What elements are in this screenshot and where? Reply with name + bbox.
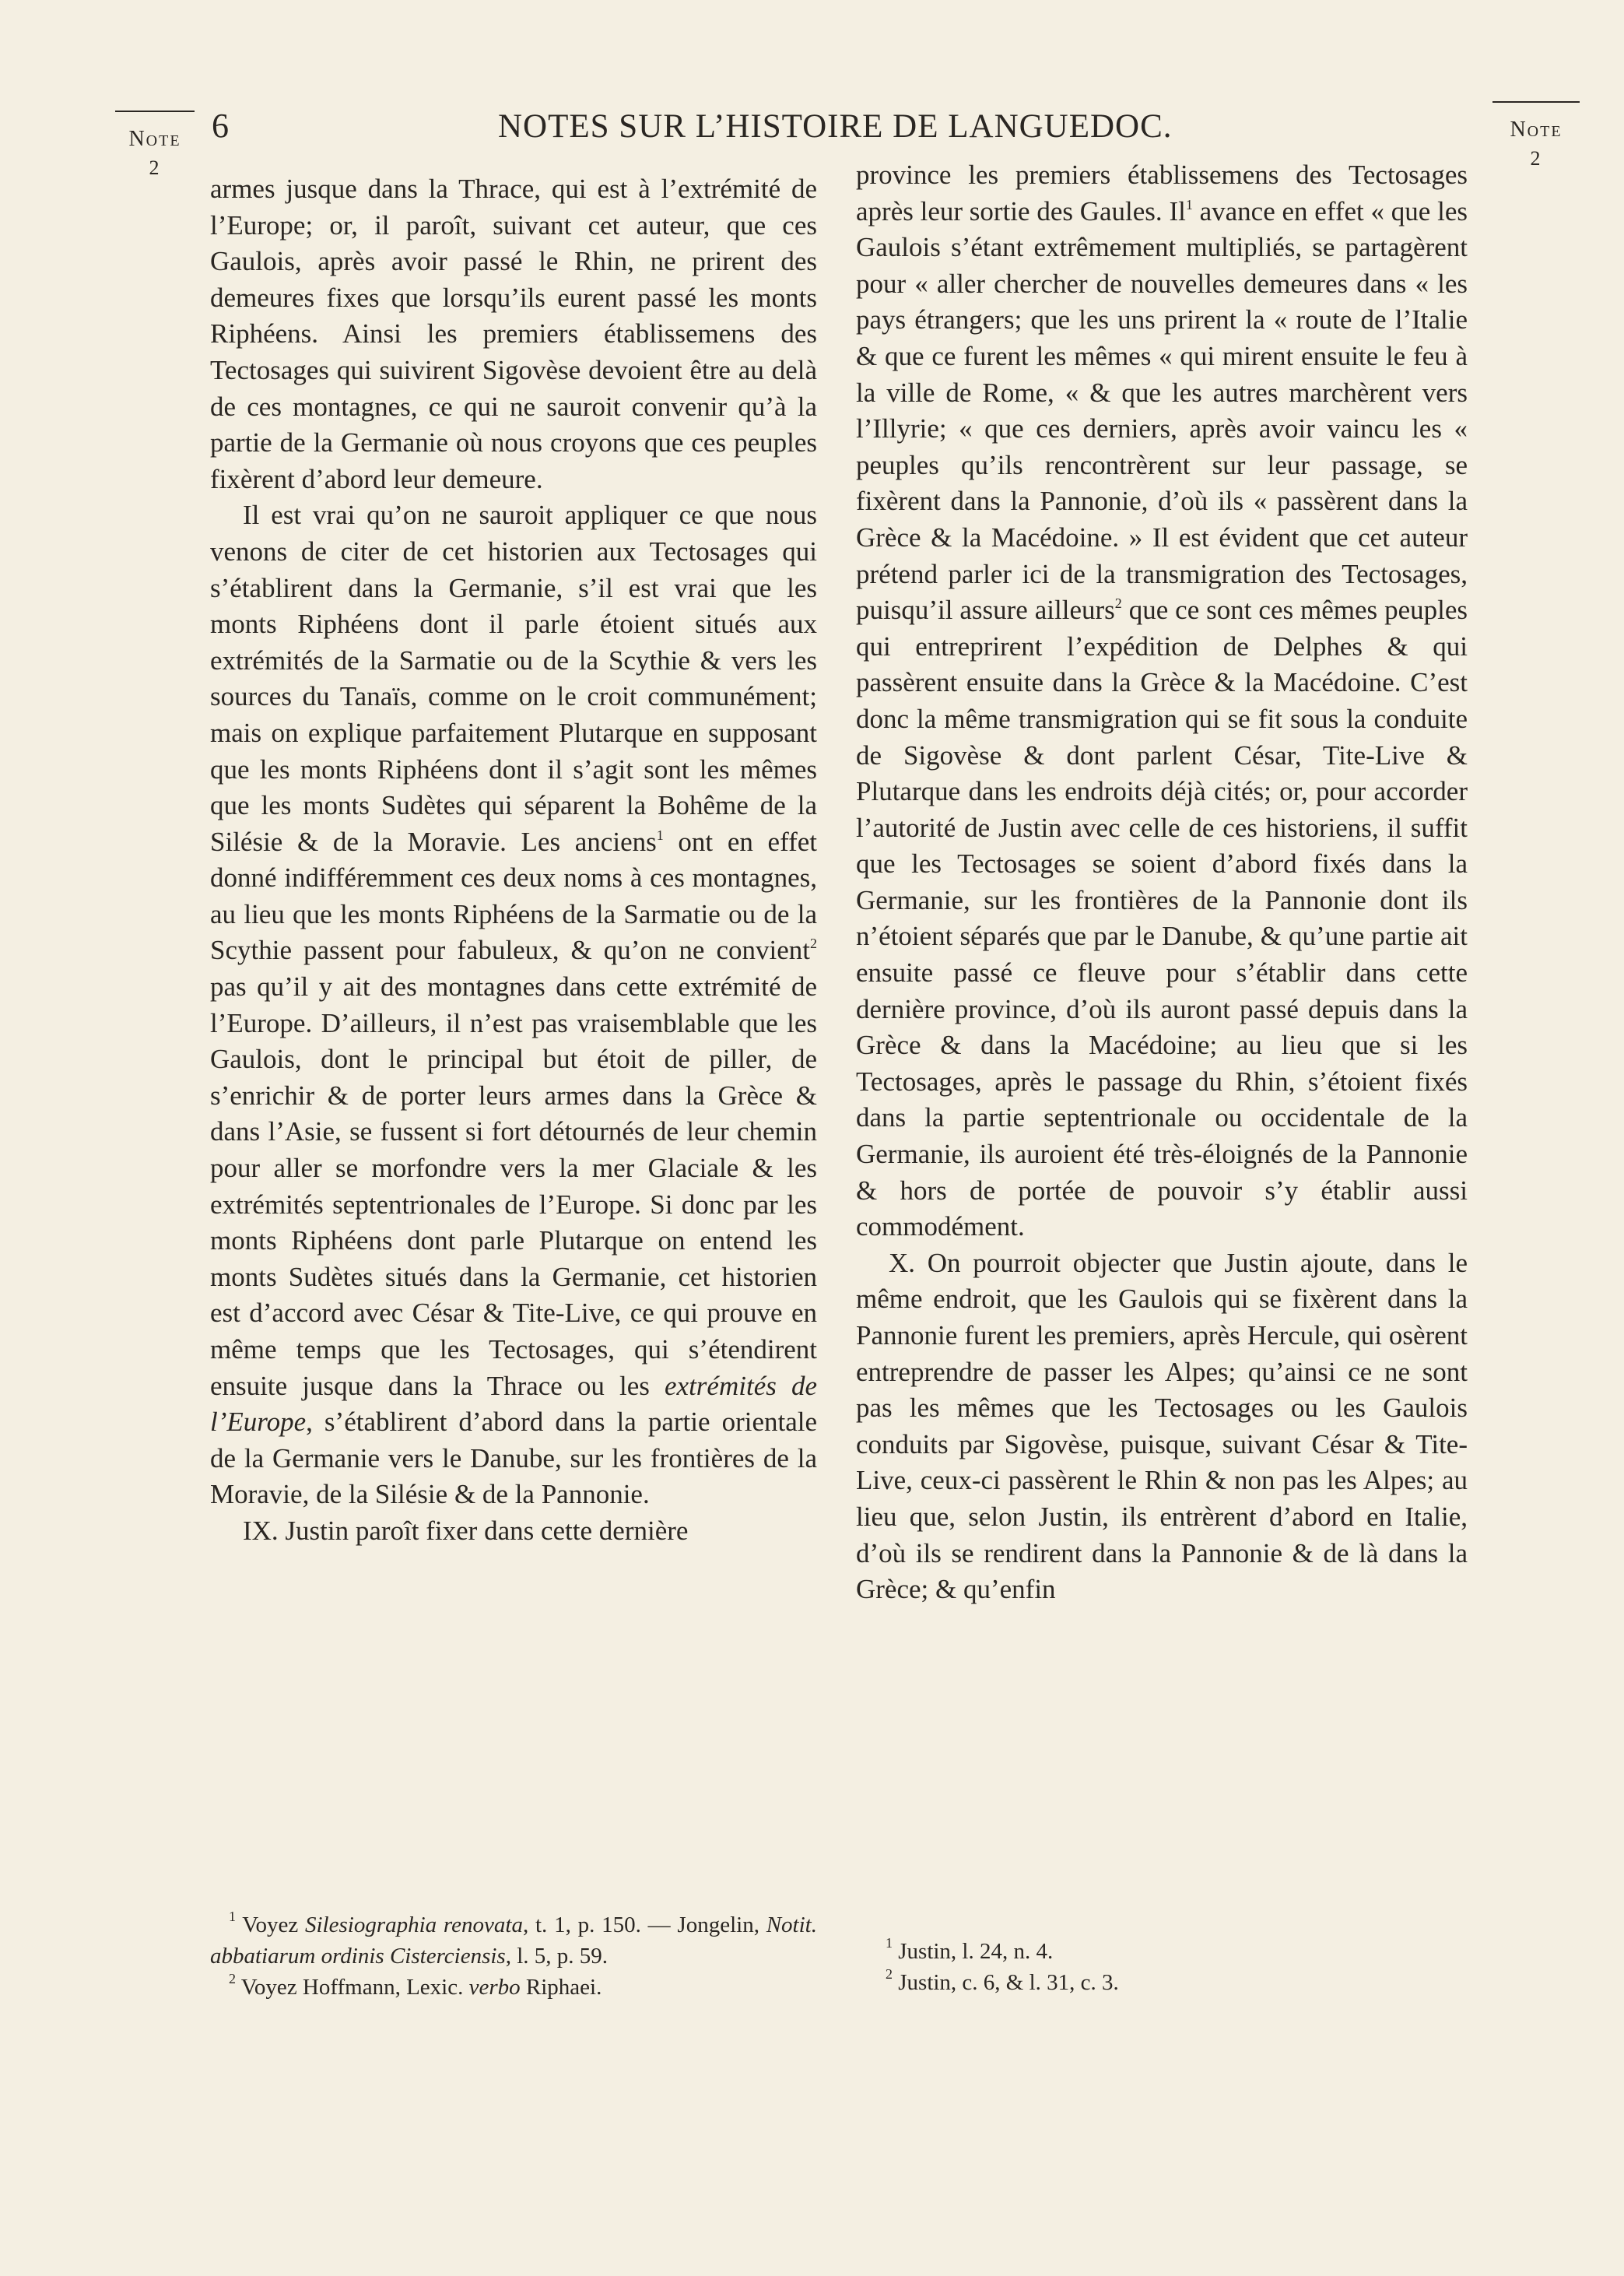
text-run: Voyez [236, 1912, 305, 1937]
footnotes-left [210, 1909, 817, 2003]
text-run: que ce sont ces mêmes peuples qui entreprirent l’expédition de Delphes & qui passèrent ensuite dans la Grèce & la Macédoine. C’est donc la même transmigration qui se fit sous la conduite de Sigovèse & dont parlent César, Tite-Live & Plutarque dans les endroits déjà cités; or, pour accorder l’autorité de Justin avec celle de ces historiens, il suffit que les Tectosages se soient d’abord fixés dans la Germanie, sur les frontières de la Pannonie dont ils n’étoient séparés que par le Danube, & qu’une partie ait ensuite passé ce fleuve pour s’établir dans cette dernière province, d’où ils auront passé depuis dans la Grèce & dans la Macédoine; au lieu que si les Tectosages, après le passage du Rhin, s’étoient fixés dans la partie septentrionale ou occidentale de la Germanie, ils auroient été très-éloignés de la Pannonie & hors de portée de pouvoir s’y établir aussi commodément. [856, 595, 1468, 1242]
margin-note-label: Note [128, 127, 181, 151]
text-run: , l. 5, p. 59. [505, 1944, 609, 1969]
footnote-mark: 2 [229, 1971, 236, 1986]
footnote-ref: 1 [1185, 196, 1193, 212]
paragraph: armes jusque dans la Thrace, qui est à l’extrémité de l’Europe; or, il paroît, suivant cet auteur, que ces Gaulois, après avoir passé le Rhin, ne prirent des demeures fixes que lorsqu’ils eurent passé les monts Riphéens. Ainsi les premiers établissemens des Tectosages qui suivirent Sigovèse devoient être au delà de ces montagnes, ce qui ne sauroit convenir qu’à la partie de la Germanie où nous croyons que ces peuples fixèrent d’abord leur demeure. [210, 174, 817, 494]
italic-run: Silesiographia renovata [304, 1912, 523, 1937]
text-run: Justin, c. 6, & l. 31, c. 3. [893, 1970, 1119, 1995]
text-run: , s’établirent d’abord dans la partie orientale de la Germanie vers le Danube, sur les frontières de la Moravie, de la Silésie & de la Pannonie. [210, 1407, 817, 1510]
text-run: Il est vrai qu’on ne sauroit appliquer ce que nous venons de citer de cet historien aux Tectosages qui s’établirent dans la Germanie, s’il est vrai que les monts Riphéens dont il parle étoient situés aux extrémités de la Sarmatie ou de la Scythie & vers les sources du Tanaïs, comme on le croit communément; mais on explique parfaitement Plutarque en supposant que les monts Riphéens dont il s’agit sont les mêmes que les monts Sudètes qui séparent la Bohême de la Silésie & de la Moravie. Les anciens [210, 500, 817, 857]
text-run: , t. 1, p. 150. — Jongelin, [522, 1912, 766, 1937]
paragraph: IX. Justin paroît fixer dans cette dernière [243, 1515, 689, 1546]
footnote [886, 1936, 1468, 1967]
text-run: province les premiers établissemens des Tectosages après leur sortie des Gaules. Il [856, 160, 1468, 227]
italic-run: extrémités de l’Europe [210, 1370, 817, 1438]
text-run: Voyez Hoffmann, Lexic. [236, 1975, 469, 2000]
margin-note-number: 2 [1530, 146, 1542, 170]
footnote [210, 1972, 817, 2003]
text-run: Justin, l. 24, n. 4. [893, 1939, 1054, 1964]
footnote [886, 1967, 1468, 1998]
footnote-ref: 2 [810, 936, 817, 952]
footnotes-right [886, 1936, 1468, 1998]
text-run: ont en effet donné indifféremment ces deux noms à ces montagnes, au lieu que les monts Riphéens de la Sarmatie ou de la Scythie passent pour fabuleux, & qu’on ne convient [210, 826, 818, 966]
running-title: NOTES SUR L’HISTOIRE DE LANGUEDOC. [498, 108, 1173, 145]
italic-run: verbo [468, 1975, 521, 2000]
text-run: avance en effet « que les Gaulois s’étant extrêmement multipliés, se partagèrent pour « aller chercher de nouvelles demeures dans « les pays étrangers; que les uns prirent la « route de l’Italie & que ce furent les mêmes « qui mirent ensuite le feu à la ville de Rome, « & que les autres marchèrent vers l’Illyrie; « que ces derniers, après avoir vaincu les « peuples qu’ils rencontrèrent sur leur passage, se fixèrent dans la Pannonie, d’où ils « passèrent dans la Grèce & la Macédoine. » Il est évident que cet auteur prétend parler ici de la transmigration des Tectosages, puisqu’il assure ailleurs [856, 195, 1468, 626]
margin-note-left [115, 111, 195, 181]
text-run: Riphaei. [520, 1975, 602, 2000]
margin-note-number: 2 [149, 156, 161, 179]
footnote-ref: 1 [656, 827, 664, 843]
paragraph: X. On pourroit objecter que Justin ajoute, dans le même endroit, que les Gaulois qui se fixèrent dans la Pannonie furent les premiers, après Hercule, qui osèrent entreprendre de passer les Alpes; qu’ainsi ce ne sont pas les mêmes que les Tectosages ou les Gaulois conduits par Sigovèse, puisque, suivant César & Tite-Live, ceux-ci passèrent le Rhin & non pas les Alpes; au lieu que, selon Justin, ils entrèrent d’abord en Italie, d’où ils se rendirent dans la Pannonie & de là dans la Grèce; & qu’enfin [856, 1247, 1468, 1605]
paragraph [210, 497, 817, 1513]
text-run: pas qu’il y ait des montagnes dans cette extrémité de l’Europe. D’ailleurs, il n’est pas vraisemblable que les Gaulois, dont le principal but étoit de piller, de s’enrichir & de porter leurs armes dans la Grèce & dans l’Asie, se fussent si fort détournés de leur chemin pour aller se morfondre vers la mer Glaciale & les extrémités septentrionales de l’Europe. Si donc par les monts Riphéens dont parle Plutarque on entend les monts Sudètes situés dans la Germanie, cet historien est d’accord avec César & Tite-Live, ce qui prouve en même temps que les Tectosages, qui s’étendirent ensuite jusque dans la Thrace ou les [210, 971, 817, 1401]
footnote-mark: 2 [886, 1966, 893, 1982]
margin-note-label: Note [1510, 118, 1563, 142]
footnote-mark: 1 [229, 1909, 236, 1924]
italic-run: Notit. abbatiarum ordinis Cisterciensis [210, 1912, 817, 1969]
text-column-right [856, 157, 1468, 1608]
paragraph [856, 157, 1468, 1245]
page-number: 6 [212, 107, 229, 145]
footnote [210, 1909, 817, 1972]
footnote-ref: 2 [1114, 595, 1122, 612]
margin-rule [115, 111, 195, 112]
margin-rule [1492, 101, 1580, 103]
text-column-left [210, 171, 817, 1550]
margin-note-right [1492, 101, 1580, 172]
footnote-mark: 1 [886, 1935, 893, 1951]
